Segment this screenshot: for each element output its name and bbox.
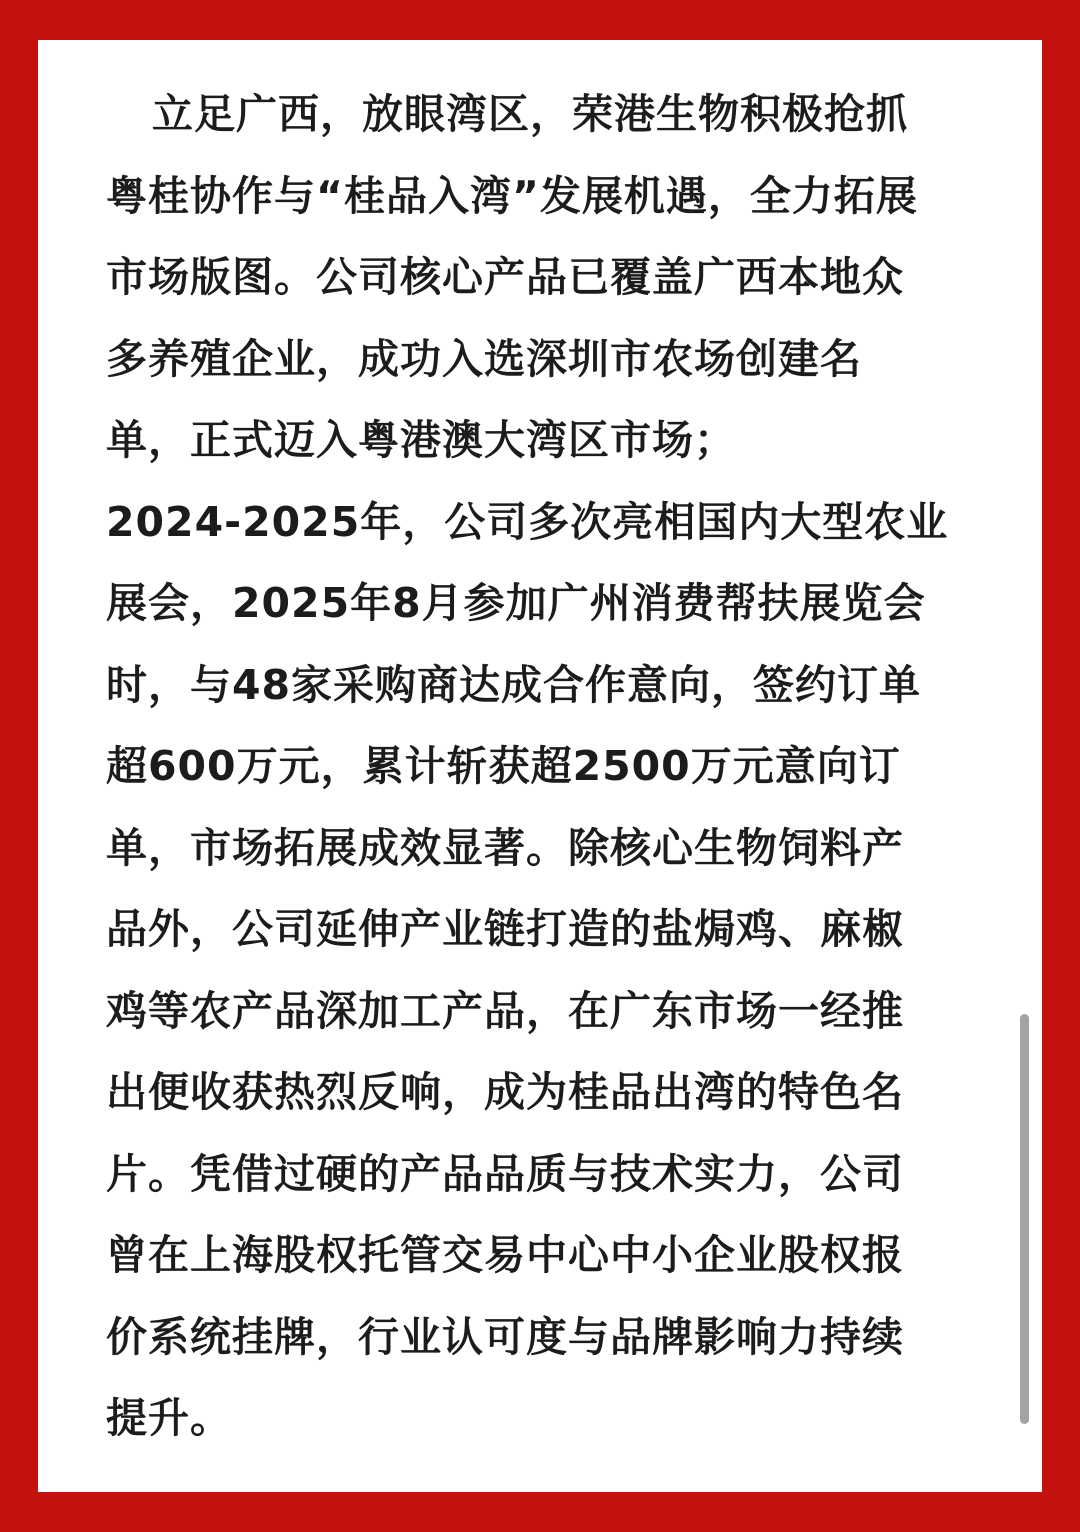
article-line: 鸡等农产品深加工产品，在广东市场一经推 — [106, 986, 904, 1035]
article-line: 市场版图。公司核心产品已覆盖广西本地众 — [106, 253, 904, 301]
content-panel — [38, 40, 1042, 1492]
article-line: 单，市场拓展成效显著。除核心生物饲料产 — [106, 823, 904, 872]
article-line: 曾在上海股权托管交易中心中小企业股权报 — [106, 1231, 904, 1279]
article-body — [106, 74, 976, 1460]
article-line: 2024-2025年，公司多次亮相国内大型农业 — [106, 497, 949, 546]
article-line: 展会，2025年8月参加广州消费帮扶展览会 — [106, 579, 926, 627]
article-line: 立足广西，放眼湾区，荣港生物积极抢抓 — [152, 90, 908, 138]
article-line: 提升。 — [106, 1394, 232, 1442]
article-line: 粤桂协作与“桂品入湾”发展机遇，全力拓展 — [106, 171, 918, 220]
article-line: 超600万元，累计斩获超2500万元意向订 — [106, 742, 901, 790]
article-line: 出便收获热烈反响，成为桂品出湾的特色名 — [106, 1068, 904, 1116]
article-line: 单，正式迈入粤港澳大湾区市场； — [106, 416, 736, 464]
article-line: 价系统挂牌，行业认可度与品牌影响力持续 — [106, 1312, 904, 1361]
article-line: 多养殖企业，成功入选深圳市农场创建名 — [106, 334, 862, 383]
article-line: 时，与48家采购商达成合作意向，签约订单 — [106, 660, 922, 709]
article-line: 片。凭借过硬的产品品质与技术实力，公司 — [106, 1149, 904, 1198]
vertical-scrollbar[interactable] — [1020, 1014, 1029, 1424]
article-line: 品外，公司延伸产业链打造的盐焗鸡、麻椒 — [106, 905, 904, 953]
